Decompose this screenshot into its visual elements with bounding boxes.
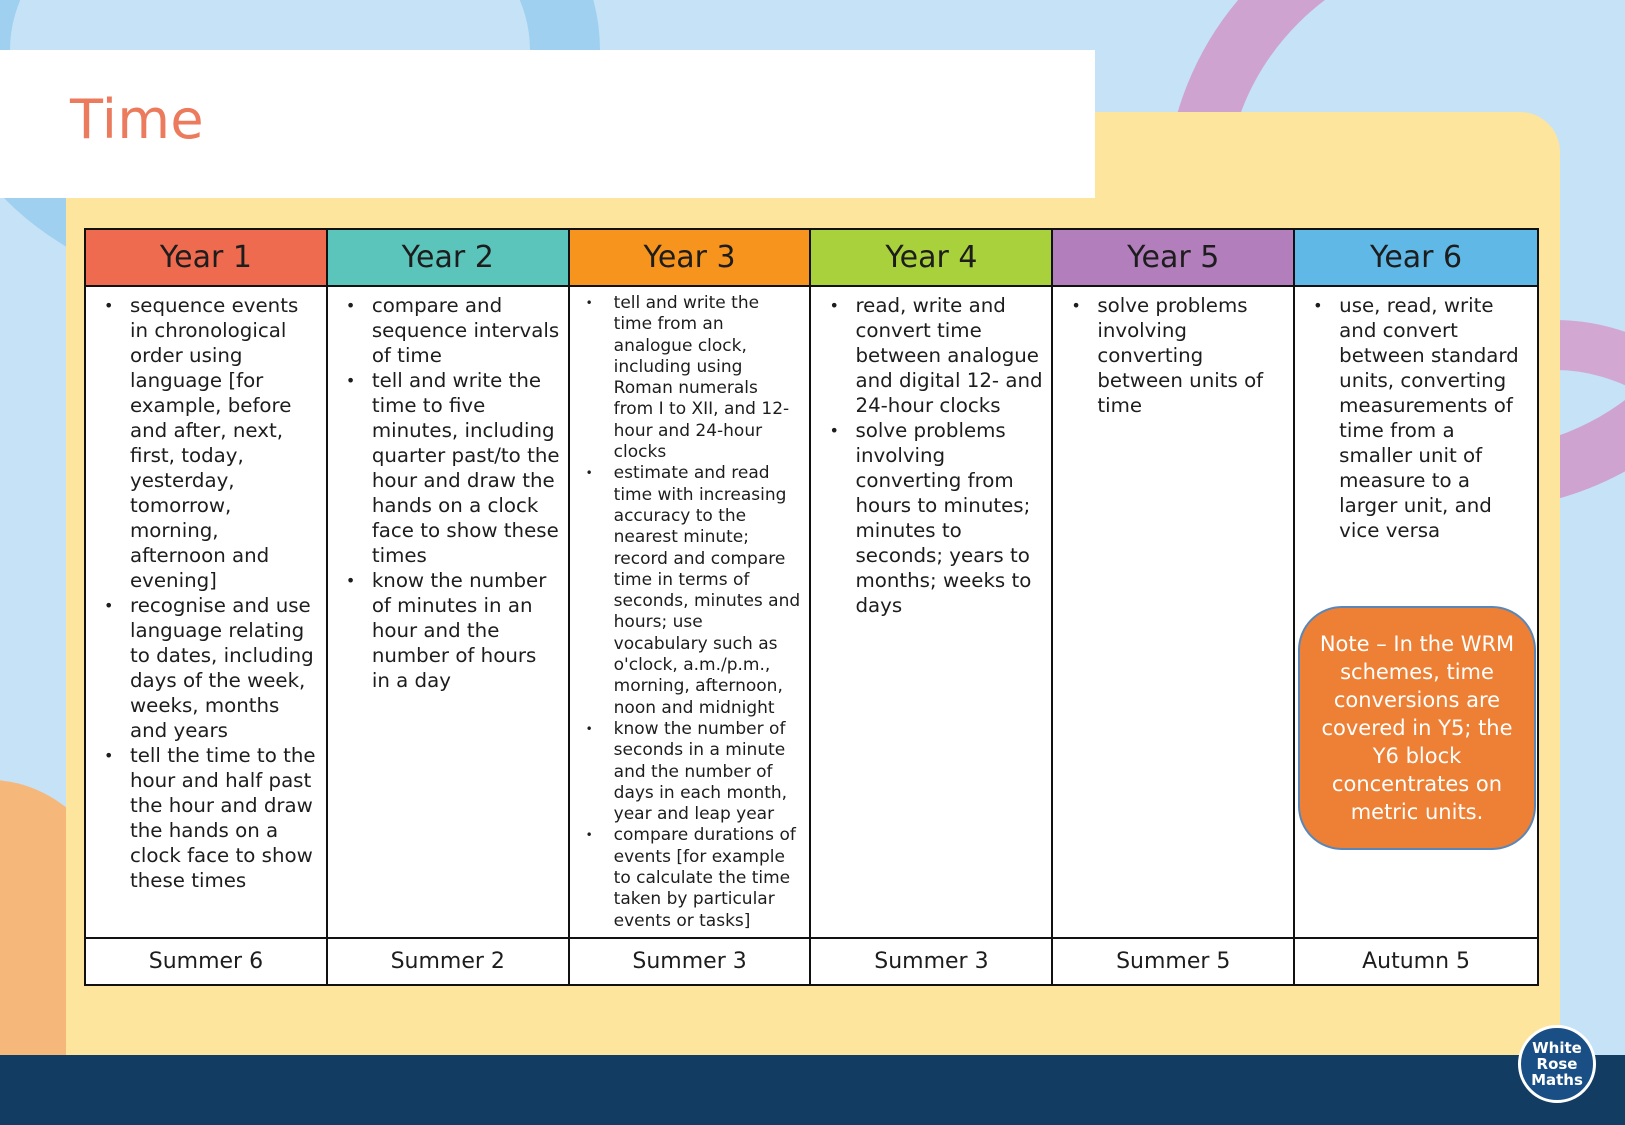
year-3-objectives xyxy=(570,287,812,939)
objective-item: • know the number of seconds in a minute and the number of days in each month, year and leap year xyxy=(614,719,802,825)
year-2-term: Summer 2 xyxy=(328,939,570,984)
objective-item: • solve problems involving converting between units of time xyxy=(1097,293,1285,418)
objective-item: • sequence events in chronological order using language [for example, before and after, next, first, today, yesterday, tomorrow, morning, afternoon and evening] xyxy=(130,293,318,593)
objective-item: • know the number of minutes in an hour and the number of hours in a day xyxy=(372,568,560,693)
objective-item: • tell and write the time from an analogue clock, including using Roman numerals from I to XII, and 12-hour and 24-hour clocks xyxy=(614,293,802,463)
logo-line-3: Maths xyxy=(1531,1071,1583,1089)
year-6-term: Autumn 5 xyxy=(1295,939,1537,984)
objective-item: • estimate and read time with increasing accuracy to the nearest minute; record and compare time in terms of seconds, minutes and hours; use vocabulary such as o'clock, a.m./p.m., morning, afternoon, noon and midnight xyxy=(614,463,802,719)
objective-item: • solve problems involving converting from hours to minutes; minutes to seconds; years to months; weeks to days xyxy=(855,418,1043,618)
curriculum-table xyxy=(84,228,1539,986)
note-text: Note – In the WRM schemes, time conversions are covered in Y5; the Y6 block concentrates on metric units. xyxy=(1319,632,1515,824)
objective-item: • tell the time to the hour and half past the hour and draw the hands on a clock face to show these times xyxy=(130,743,318,893)
year-5-header: Year 5 xyxy=(1053,230,1295,287)
year-2-objectives xyxy=(328,287,570,939)
page-title: Time xyxy=(70,88,205,151)
white-rose-maths-logo xyxy=(1518,1025,1596,1103)
objective-item: • use, read, write and convert between standard units, converting measurements of time from a smaller unit of measure to a larger unit, and vice versa xyxy=(1339,293,1529,543)
objective-item: • compare durations of events [for example to calculate the time taken by particular events or tasks] xyxy=(614,825,802,931)
logo-line-2: Rose xyxy=(1536,1055,1578,1073)
year-5-objectives xyxy=(1053,287,1295,939)
objective-item: • tell and write the time to five minutes, including quarter past/to the hour and draw the hands on a clock face to show these times xyxy=(372,368,560,568)
year-1-objectives xyxy=(86,287,328,939)
year-2-header: Year 2 xyxy=(328,230,570,287)
objective-item: • compare and sequence intervals of time xyxy=(372,293,560,368)
note-callout xyxy=(1298,606,1536,850)
year-5-term: Summer 5 xyxy=(1053,939,1295,984)
year-1-term: Summer 6 xyxy=(86,939,328,984)
year-3-term: Summer 3 xyxy=(570,939,812,984)
year-4-term: Summer 3 xyxy=(811,939,1053,984)
logo-line-1: White xyxy=(1532,1039,1582,1057)
year-1-header: Year 1 xyxy=(86,230,328,287)
year-3-header: Year 3 xyxy=(570,230,812,287)
year-4-objectives xyxy=(811,287,1053,939)
year-4-header: Year 4 xyxy=(811,230,1053,287)
year-6-header: Year 6 xyxy=(1295,230,1537,287)
objective-item: • recognise and use language relating to dates, including days of the week, weeks, months and years xyxy=(130,593,318,743)
objective-item: • read, write and convert time between analogue and digital 12- and 24-hour clocks xyxy=(855,293,1043,418)
footer-bar xyxy=(0,1055,1625,1125)
